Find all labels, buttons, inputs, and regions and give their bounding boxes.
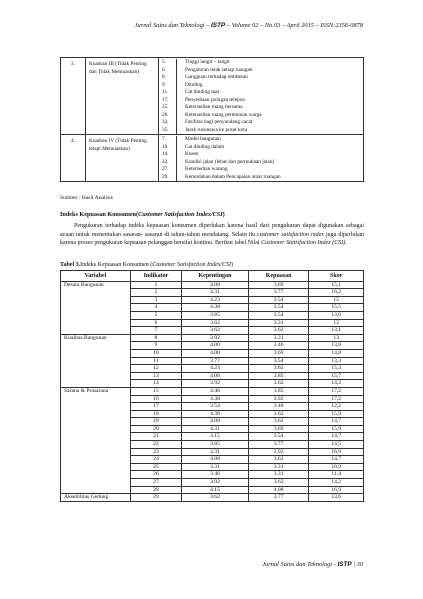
table3-caption: Tabel 3.Indeks Kepuasan Konsumen (Customer Satisfaction Index/CSI) bbox=[60, 262, 233, 268]
score-cell: 16,2 bbox=[309, 289, 364, 297]
quadrant-items bbox=[159, 135, 364, 182]
importance-cell: 4.08 bbox=[182, 456, 249, 464]
attribute-text: Penyediaan jaringan telepon bbox=[185, 96, 246, 103]
indicator-cell: 11 bbox=[130, 357, 182, 365]
quadrant-number: 3. bbox=[61, 58, 86, 135]
attribute-text: Kemudahan dalam Pencapaian antar ruangan bbox=[185, 173, 281, 180]
attribute-text: Dinding bbox=[185, 81, 203, 88]
satisfaction-cell: 3.31 bbox=[248, 471, 309, 479]
satisfaction-cell: 4.08 bbox=[248, 486, 309, 494]
score-cell: 12 bbox=[309, 319, 364, 327]
section-title: Indeks Kepuasan Konsumen(Customer Satisfaction Index/CSI) bbox=[60, 211, 225, 218]
attribute-text: Fasilitas bagi penyandang cacat bbox=[185, 119, 253, 125]
score-cell: 13 bbox=[309, 334, 364, 342]
importance-cell: 3.31 bbox=[182, 463, 249, 471]
quadrant-label: Kuadran IV (Tidak Penting tetapi Memuaskan) bbox=[86, 135, 159, 182]
score-cell: 17,2 bbox=[309, 387, 364, 395]
attribute-item bbox=[159, 59, 363, 67]
indicator-cell: 26 bbox=[130, 471, 182, 479]
column-header: Kepuasan bbox=[248, 271, 309, 282]
quadrant-number: 4. bbox=[61, 135, 86, 182]
importance-cell: 4.31 bbox=[182, 448, 249, 456]
score-cell: 16,9 bbox=[309, 448, 364, 456]
importance-cell: 3.54 bbox=[182, 403, 249, 411]
attribute-number: 10. bbox=[162, 143, 169, 150]
satisfaction-cell: 3.31 bbox=[248, 319, 309, 327]
attribute-text: Tinggi langit – langit bbox=[185, 59, 230, 65]
indicator-cell: 1 bbox=[130, 281, 182, 289]
attribute-item bbox=[159, 74, 363, 82]
variable-blank bbox=[61, 479, 131, 487]
indicator-cell: 19 bbox=[130, 418, 182, 426]
satisfaction-cell: 3.77 bbox=[248, 289, 309, 297]
score-cell: 13,6 bbox=[309, 311, 364, 319]
table-row bbox=[61, 463, 364, 471]
quadrant-row bbox=[61, 58, 364, 135]
satisfaction-cell: 3.62 bbox=[248, 418, 309, 426]
attribute-number: 35. bbox=[162, 126, 169, 133]
table-row bbox=[61, 311, 364, 319]
attribute-item bbox=[159, 89, 363, 97]
indicator-cell: 17 bbox=[130, 403, 182, 411]
variable-blank bbox=[61, 372, 131, 380]
attribute-number: 6. bbox=[162, 66, 166, 73]
variable-blank bbox=[61, 289, 131, 297]
satisfaction-cell: 3.31 bbox=[248, 334, 309, 342]
variable-blank bbox=[61, 456, 131, 464]
indicator-cell: 16 bbox=[130, 395, 182, 403]
satisfaction-cell: 3.69 bbox=[248, 425, 309, 433]
attribute-text: Cat dinding dalam bbox=[185, 143, 225, 150]
table-row bbox=[61, 281, 364, 289]
importance-cell: 4.15 bbox=[182, 433, 249, 441]
variable-blank bbox=[61, 410, 131, 418]
variable-name: Kualitas Bangunan bbox=[61, 334, 131, 342]
variable-blank bbox=[61, 471, 131, 479]
variable-blank bbox=[61, 365, 131, 373]
importance-cell: 4.23 bbox=[182, 365, 249, 373]
header-volume: Volume 02 – No.03 – April 2015 – ISSN:2356-0878 bbox=[231, 22, 363, 29]
indicator-cell: 9 bbox=[130, 342, 182, 350]
importance-cell: 4.38 bbox=[182, 304, 249, 312]
attribute-number: 17. bbox=[162, 96, 169, 103]
attribute-number: 7. bbox=[162, 136, 166, 142]
variable-blank bbox=[61, 448, 131, 456]
attribute-item bbox=[159, 136, 363, 144]
satisfaction-cell: 3.54 bbox=[248, 296, 309, 304]
score-cell: 15,9 bbox=[309, 425, 364, 433]
attribute-item bbox=[159, 174, 363, 182]
satisfaction-cell: 3.31 bbox=[248, 463, 309, 471]
satisfaction-cell: 3.54 bbox=[248, 433, 309, 441]
table-row bbox=[61, 372, 364, 380]
score-cell: 11,4 bbox=[309, 471, 364, 479]
attribute-number: 9. bbox=[162, 81, 166, 88]
attribute-item bbox=[159, 151, 363, 159]
satisfaction-cell: 3.46 bbox=[248, 403, 309, 411]
table-row bbox=[61, 456, 364, 464]
attribute-number: 26. bbox=[162, 111, 169, 118]
satisfaction-cell: 3.62 bbox=[248, 456, 309, 464]
score-cell: 13,6 bbox=[309, 494, 364, 502]
variable-blank bbox=[61, 357, 131, 365]
satisfaction-cell: 3.62 bbox=[248, 327, 309, 335]
table-row bbox=[61, 433, 364, 441]
satisfaction-cell: 3.62 bbox=[248, 410, 309, 418]
attribute-item bbox=[159, 112, 363, 120]
indicator-cell: 21 bbox=[130, 433, 182, 441]
satisfaction-cell: 3.69 bbox=[248, 281, 309, 289]
importance-cell: 3.62 bbox=[182, 327, 249, 335]
satisfaction-cell: 3.62 bbox=[248, 479, 309, 487]
attribute-number: 14. bbox=[162, 151, 169, 157]
satisfaction-cell: 3.77 bbox=[248, 441, 309, 449]
table-source: Sumber : Hasil Analisis bbox=[60, 195, 113, 201]
attribute-text: Gangguan terhadap rembesan bbox=[185, 74, 248, 80]
table-row bbox=[61, 448, 364, 456]
indicator-cell: 28 bbox=[130, 486, 182, 494]
satisfaction-cell: 3.77 bbox=[248, 494, 309, 502]
attribute-text: Ketersedian ruang pertemuan warga bbox=[185, 111, 262, 118]
attribute-number: 25. bbox=[162, 104, 169, 110]
table-row bbox=[61, 479, 364, 487]
indicator-cell: 23 bbox=[130, 448, 182, 456]
score-cell: 14,8 bbox=[309, 349, 364, 357]
importance-cell: 4.38 bbox=[182, 395, 249, 403]
variable-blank bbox=[61, 441, 131, 449]
table-row bbox=[61, 365, 364, 373]
attribute-item bbox=[159, 144, 363, 152]
attribute-text: Ketersedian ruang bersama bbox=[185, 104, 243, 110]
attribute-number: 27. bbox=[162, 166, 169, 172]
variable-blank bbox=[61, 425, 131, 433]
importance-cell: 4.15 bbox=[182, 486, 249, 494]
attribute-text: Ketersedian warung bbox=[185, 166, 228, 172]
attribute-text: Kusen bbox=[185, 151, 199, 157]
score-cell: 14,7 bbox=[309, 433, 364, 441]
importance-cell: 3.92 bbox=[182, 479, 249, 487]
indicator-cell: 5 bbox=[130, 311, 182, 319]
table-row bbox=[61, 387, 364, 395]
table-row bbox=[61, 296, 364, 304]
variable-blank bbox=[61, 349, 131, 357]
variable-blank bbox=[61, 304, 131, 312]
table-row bbox=[61, 410, 364, 418]
variable-blank bbox=[61, 486, 131, 494]
table-row bbox=[61, 357, 364, 365]
table-row bbox=[61, 425, 364, 433]
attribute-text: Jarak rusunawa ke pusat kota bbox=[185, 126, 248, 133]
attribute-item bbox=[159, 119, 363, 127]
satisfaction-cell: 3.69 bbox=[248, 349, 309, 357]
importance-cell: 4.46 bbox=[182, 387, 249, 395]
score-cell: 13,1 bbox=[309, 327, 364, 335]
column-header: Variabel bbox=[61, 271, 131, 282]
table-row bbox=[61, 486, 364, 494]
score-cell: 14,7 bbox=[309, 456, 364, 464]
attribute-text: Cat dinding luar bbox=[185, 89, 220, 95]
variable-blank bbox=[61, 311, 131, 319]
attribute-item bbox=[159, 127, 363, 135]
satisfaction-cell: 3.92 bbox=[248, 395, 309, 403]
importance-cell: 3.46 bbox=[182, 471, 249, 479]
importance-cell: 4.31 bbox=[182, 425, 249, 433]
variable-blank bbox=[61, 433, 131, 441]
table-row bbox=[61, 319, 364, 327]
indicator-cell: 2 bbox=[130, 289, 182, 297]
indicator-cell: 14 bbox=[130, 380, 182, 388]
importance-cell: 4.08 bbox=[182, 372, 249, 380]
column-header: Skor bbox=[309, 271, 364, 282]
attribute-item bbox=[159, 67, 363, 75]
attribute-item bbox=[159, 97, 363, 105]
importance-cell: 3.92 bbox=[182, 380, 249, 388]
attribute-item bbox=[159, 166, 363, 174]
header-journal: Jurnal Sains dan Teknologi bbox=[134, 22, 205, 29]
satisfaction-cell: 3.62 bbox=[248, 365, 309, 373]
importance-cell: 4.08 bbox=[182, 418, 249, 426]
score-cell: 15,1 bbox=[309, 281, 364, 289]
score-cell: 15 bbox=[309, 296, 364, 304]
importance-cell: 4.23 bbox=[182, 296, 249, 304]
running-header: Jurnal Sains dan Teknologi – ISTP – Volume 02 – No.03 – April 2015 – ISSN:2356-0878 bbox=[134, 22, 363, 29]
variable-blank bbox=[61, 327, 131, 335]
importance-cell: 4.00 bbox=[182, 342, 249, 350]
table-row bbox=[61, 418, 364, 426]
quadrant-row bbox=[61, 135, 364, 182]
satisfaction-cell: 3.85 bbox=[248, 387, 309, 395]
variable-blank bbox=[61, 418, 131, 426]
table-row bbox=[61, 494, 364, 502]
attribute-number: 22. bbox=[162, 158, 169, 165]
score-cell: 13,3 bbox=[309, 357, 364, 365]
score-cell: 14,7 bbox=[309, 418, 364, 426]
indicator-cell: 12 bbox=[130, 365, 182, 373]
attribute-item bbox=[159, 159, 363, 167]
indicator-cell: 29 bbox=[130, 494, 182, 502]
score-cell: 15,3 bbox=[309, 365, 364, 373]
attribute-item bbox=[159, 104, 363, 112]
satisfaction-cell: 3.62 bbox=[248, 380, 309, 388]
indicator-cell: 25 bbox=[130, 463, 182, 471]
attribute-number: 11. bbox=[162, 89, 169, 95]
indicator-cell: 8 bbox=[130, 334, 182, 342]
satisfaction-cell: 3.54 bbox=[248, 357, 309, 365]
table-row bbox=[61, 289, 364, 297]
score-cell: 15,7 bbox=[309, 372, 364, 380]
indicator-cell: 4 bbox=[130, 304, 182, 312]
score-cell: 12,2 bbox=[309, 403, 364, 411]
table-row bbox=[61, 304, 364, 312]
quadrant-items bbox=[159, 58, 364, 135]
importance-cell: 3.85 bbox=[182, 311, 249, 319]
score-cell: 10,9 bbox=[309, 463, 364, 471]
variable-name: Desain Bangunan bbox=[61, 281, 131, 289]
indicator-cell: 15 bbox=[130, 387, 182, 395]
score-cell: 15,5 bbox=[309, 304, 364, 312]
indicator-cell: 27 bbox=[130, 479, 182, 487]
variable-name: Aksebilitas Gedung bbox=[61, 494, 131, 502]
variable-name: Sarana & Prasarana bbox=[61, 387, 131, 395]
attribute-item bbox=[159, 82, 363, 90]
importance-cell: 4.31 bbox=[182, 289, 249, 297]
importance-cell: 3.85 bbox=[182, 441, 249, 449]
score-cell: 13,8 bbox=[309, 342, 364, 350]
running-footer: Jurnal Sains dan Teknologi - ISTP | 30 bbox=[262, 561, 363, 568]
variable-blank bbox=[61, 403, 131, 411]
table-row bbox=[61, 349, 364, 357]
attribute-number: 5. bbox=[162, 59, 166, 65]
quadrant-label: Kuadran III (Tidak Penting dan Tidak Memuaskan) bbox=[86, 58, 159, 135]
table-row bbox=[61, 327, 364, 335]
indicator-cell: 22 bbox=[130, 441, 182, 449]
score-cell: 14,2 bbox=[309, 380, 364, 388]
table-row bbox=[61, 342, 364, 350]
importance-cell: 4.08 bbox=[182, 281, 249, 289]
variable-blank bbox=[61, 380, 131, 388]
table-row bbox=[61, 395, 364, 403]
score-cell: 17,2 bbox=[309, 395, 364, 403]
indicator-cell: 13 bbox=[130, 372, 182, 380]
satisfaction-cell: 3.54 bbox=[248, 304, 309, 312]
attribute-number: 8. bbox=[162, 74, 166, 80]
table-row bbox=[61, 334, 364, 342]
score-cell: 14,2 bbox=[309, 479, 364, 487]
variable-blank bbox=[61, 296, 131, 304]
journal-logo: ISTP bbox=[210, 22, 226, 29]
csi-table bbox=[60, 270, 364, 502]
satisfaction-cell: 3.54 bbox=[248, 311, 309, 319]
section-paragraph: Pengukuran terhadap indeks kepuasan konsumen diperlukan karena hasil dari pengukuran dapat digunakan sebagai acuan untuk menentukan sasaran- sasaran di tahun-tahun mendatang. Selain itu customer satisfaction index juga diperlukan karena proses pengukuran kepuasan pelanggan bersifat kontinu. Berikut tabel Nilai Customer Statisfaction Index (CSI). bbox=[60, 223, 364, 247]
indicator-cell: 24 bbox=[130, 456, 182, 464]
importance-cell: 3.62 bbox=[182, 494, 249, 502]
variable-blank bbox=[61, 319, 131, 327]
score-cell: 16,9 bbox=[309, 486, 364, 494]
table-row bbox=[61, 441, 364, 449]
attribute-text: Pengaturan letak setiap ruangan bbox=[185, 66, 253, 73]
importance-cell: 4.00 bbox=[182, 349, 249, 357]
attribute-number: 32. bbox=[162, 119, 169, 125]
indicator-cell: 20 bbox=[130, 425, 182, 433]
table-row bbox=[61, 403, 364, 411]
indicator-cell: 7 bbox=[130, 327, 182, 335]
column-header: Kepentingan bbox=[182, 271, 249, 282]
variable-blank bbox=[61, 395, 131, 403]
attribute-text: Model bangunan bbox=[185, 136, 221, 142]
importance-cell: 3.77 bbox=[182, 357, 249, 365]
satisfaction-cell: 3.85 bbox=[248, 372, 309, 380]
column-header: Indikator bbox=[130, 271, 182, 282]
indicator-cell: 10 bbox=[130, 349, 182, 357]
indicator-cell: 6 bbox=[130, 319, 182, 327]
indicator-cell: 18 bbox=[130, 410, 182, 418]
score-cell: 14,5 bbox=[309, 441, 364, 449]
variable-blank bbox=[61, 463, 131, 471]
importance-cell: 4.38 bbox=[182, 410, 249, 418]
attribute-text: Kondisi jalan (lebar dan permukaan jalan) bbox=[185, 158, 275, 165]
satisfaction-cell: 3.92 bbox=[248, 448, 309, 456]
attribute-number: 29. bbox=[162, 173, 169, 180]
table-row bbox=[61, 471, 364, 479]
quadrant-table bbox=[60, 57, 364, 182]
satisfaction-cell: 3.46 bbox=[248, 342, 309, 350]
importance-cell: 3.62 bbox=[182, 319, 249, 327]
variable-blank bbox=[61, 342, 131, 350]
table-header-row bbox=[61, 271, 364, 282]
importance-cell: 3.92 bbox=[182, 334, 249, 342]
score-cell: 15,9 bbox=[309, 410, 364, 418]
indicator-cell: 3 bbox=[130, 296, 182, 304]
table-row bbox=[61, 380, 364, 388]
